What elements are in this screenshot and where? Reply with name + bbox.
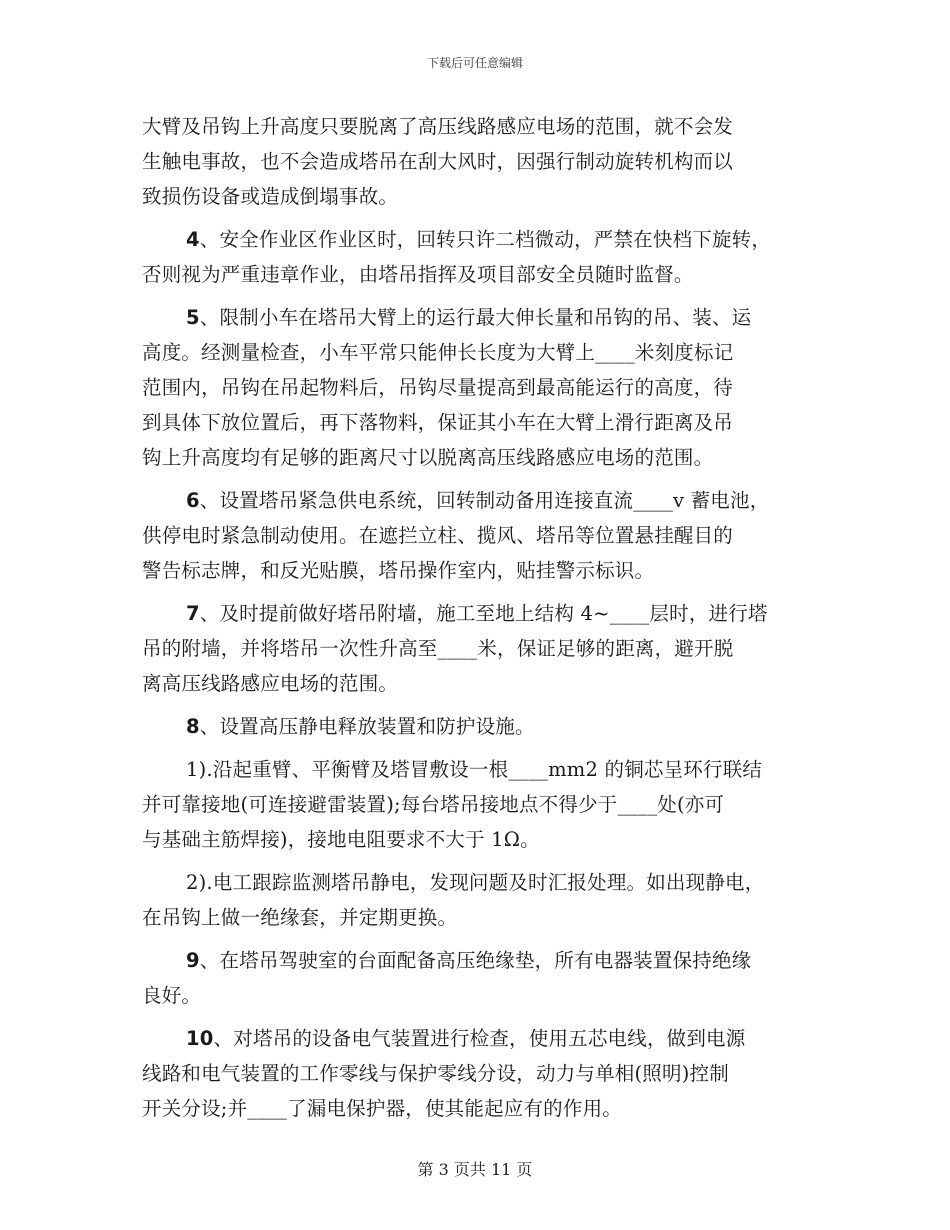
text-line: 线路和电气装置的工作零线与保护零线分设，动力与单相(照明)控制 <box>142 1062 729 1085</box>
paragraph-item-7 <box>142 596 822 701</box>
item-number: 4 <box>186 228 200 251</box>
item-number: 7 <box>186 602 200 625</box>
text-line: 到具体下放位置后，再下落物料，保证其小车在大臂上滑行距离及吊 <box>142 411 734 434</box>
text-line: 良好。 <box>142 984 202 1007</box>
text-line: 开关分设;并____了漏电保护器，使其能起应有的作用。 <box>142 1097 622 1120</box>
paragraph-item-10 <box>142 1021 822 1126</box>
text-line: 、及时提前做好塔吊附墙，施工至地上结构 4~____层时，进行塔 <box>199 602 768 625</box>
text-line: 高度。经测量检查，小车平常只能伸长长度为大臂上____米刻度标记 <box>142 341 734 364</box>
text-line: 吊的附墙，并将塔吊一次性升高至____米，保证足够的距离，避开脱 <box>142 637 734 660</box>
paragraph-continuation <box>142 109 822 214</box>
text-line: 、设置塔吊紧急供电系统，回转制动备用连接直流____v 蓄电池， <box>199 489 770 512</box>
text-line: 生触电事故，也不会造成塔吊在刮大风时，因强行制动旋转机构而以 <box>142 150 734 173</box>
text-line: 、对塔吊的设备电气装置进行检查，使用五芯电线，做到电源 <box>213 1027 746 1050</box>
paragraph-item-8 <box>142 709 822 744</box>
paragraph-subitem-2 <box>142 865 822 935</box>
item-number: 8 <box>186 715 200 738</box>
text-line: 在吊钩上做一绝缘套，并定期更换。 <box>142 906 458 929</box>
item-number: 9 <box>186 949 200 972</box>
text-line: 否则视为严重违章作业，由塔吊指挥及项目部安全员随时监督。 <box>142 263 694 286</box>
item-number: 10 <box>186 1027 214 1050</box>
text-line: 范围内，吊钩在吊起物料后，吊钩尽量提高到最高能运行的高度，待 <box>142 376 734 399</box>
text-line: 致损伤设备或造成倒塌事故。 <box>142 185 399 208</box>
text-line: 大臂及吊钩上升高度只要脱离了高压线路感应电场的范围，就不会发 <box>142 115 734 138</box>
paragraph-subitem-1 <box>142 752 822 857</box>
text-line: 并可靠接地(可连接避雷装置);每台塔吊接地点不得少于____处(亦可 <box>142 793 725 816</box>
text-line: 、限制小车在塔吊大臂上的运行最大伸长量和吊钩的吊、装、运 <box>199 306 752 329</box>
text-line: 与基础主筋焊接)，接地电阻要求不大于 1Ω。 <box>142 828 540 851</box>
text-line: 2).电工跟踪监测塔吊静电，发现问题及时汇报处理。如出现静电， <box>186 871 765 894</box>
paragraph-item-4 <box>142 222 822 292</box>
text-line: 、安全作业区作业区时，回转只许二档微动，严禁在快档下旋转， <box>199 228 772 251</box>
document-body <box>142 109 822 1134</box>
text-line: 供停电时紧急制动使用。在遮拦立柱、揽风、塔吊等位置悬挂醒目的 <box>142 524 734 547</box>
page-header: 下载后可任意编辑 <box>426 56 523 70</box>
text-line: 、在塔吊驾驶室的台面配备高压绝缘垫，所有电器装置保持绝缘 <box>199 949 752 972</box>
text-line: 离高压线路感应电场的范围。 <box>142 672 399 695</box>
paragraph-item-5 <box>142 300 822 475</box>
item-number: 5 <box>186 306 200 329</box>
paragraph-item-6 <box>142 483 822 588</box>
text-line: 、设置高压静电释放装置和防护设施。 <box>199 715 535 738</box>
text-line: 警告标志牌，和反光贴膜，塔吊操作室内，贴挂警示标识。 <box>142 559 655 582</box>
page-footer: 第 3 页共 11 页 <box>417 1160 533 1179</box>
item-number: 6 <box>186 489 200 512</box>
text-line: 1).沿起重臂、平衡臂及塔冒敷设一根____mm2 的铜芯呈环行联结 <box>186 758 763 781</box>
text-line: 钩上升高度均有足够的距离尺寸以脱离高压线路感应电场的范围。 <box>142 446 714 469</box>
paragraph-item-9 <box>142 943 822 1013</box>
